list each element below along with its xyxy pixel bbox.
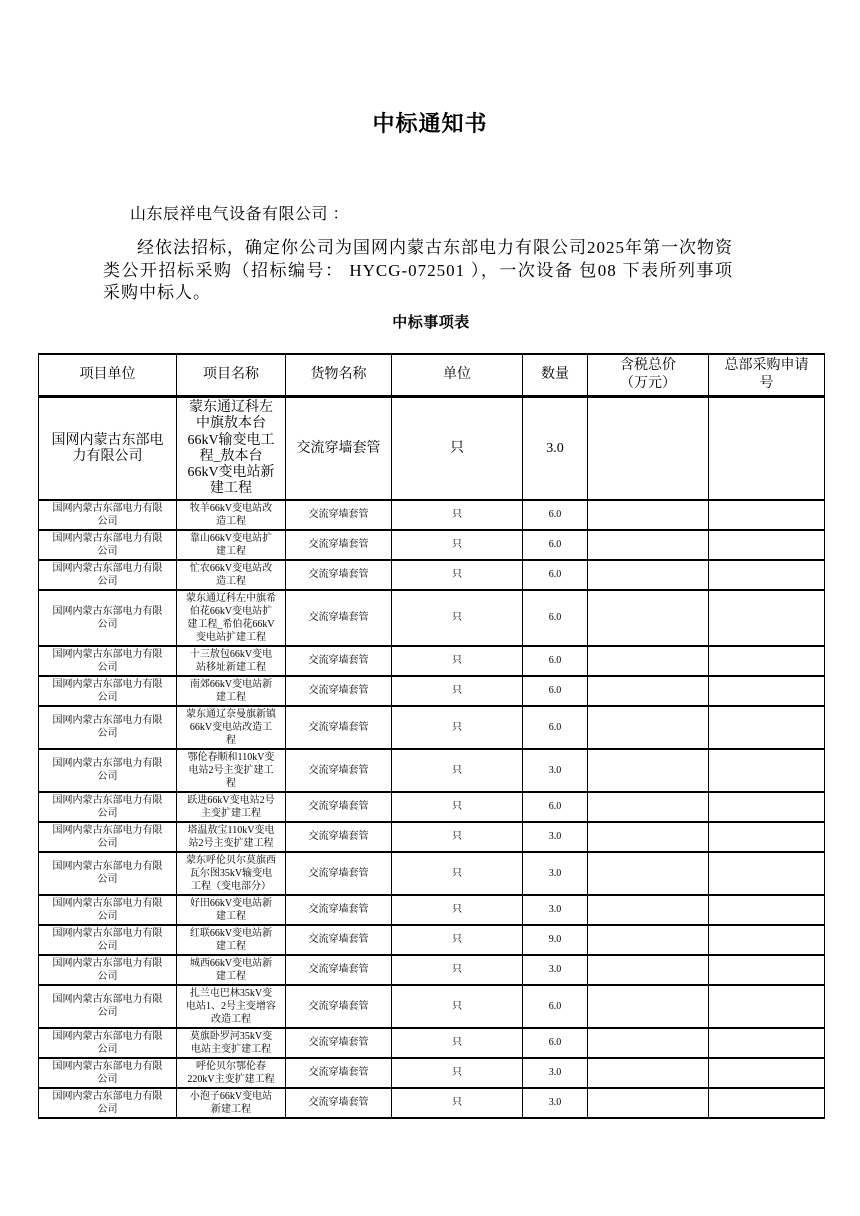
cell-project-name: 小泡子66kV变电站新建工程	[177, 1088, 286, 1118]
table-row	[39, 676, 825, 706]
cell-project-unit: 国网内蒙古东部电力有限公司	[39, 500, 177, 530]
cell-quantity: 3.0	[523, 955, 588, 985]
cell-hq-purchase-request-no	[709, 1058, 825, 1088]
cell-quantity: 3.0	[523, 397, 588, 500]
cell-goods-name: 交流穿墙套管	[286, 590, 392, 646]
table-row	[39, 955, 825, 985]
cell-unit: 只	[392, 676, 523, 706]
cell-hq-purchase-request-no	[709, 955, 825, 985]
cell-hq-purchase-request-no	[709, 1088, 825, 1118]
table-title: 中标事项表	[392, 315, 470, 331]
cell-unit: 只	[392, 1028, 523, 1058]
table-row	[39, 792, 825, 822]
cell-project-name: 好田66kV变电站新建工程	[177, 895, 286, 925]
cell-quantity: 3.0	[523, 1058, 588, 1088]
cell-project-name: 蒙东通辽科左中旗希伯花66kV变电站扩建工程_希伯花66kV变电站扩建工程	[177, 590, 286, 646]
cell-goods-name: 交流穿墙套管	[286, 500, 392, 530]
cell-total-price-with-tax	[588, 1088, 709, 1118]
cell-project-name: 蒙东通辽科左中旗敖本台66kV输变电工程_敖本台66kV变电站新建工程	[177, 397, 286, 500]
cell-hq-purchase-request-no	[709, 1028, 825, 1058]
cell-goods-name: 交流穿墙套管	[286, 1088, 392, 1118]
cell-unit: 只	[392, 646, 523, 676]
cell-quantity: 3.0	[523, 1088, 588, 1118]
cell-hq-purchase-request-no	[709, 500, 825, 530]
cell-hq-purchase-request-no	[709, 646, 825, 676]
column-header: 项目单位	[39, 354, 177, 397]
cell-hq-purchase-request-no	[709, 792, 825, 822]
table-row	[39, 822, 825, 852]
cell-quantity: 6.0	[523, 646, 588, 676]
cell-unit: 只	[392, 500, 523, 530]
cell-quantity: 3.0	[523, 749, 588, 792]
page-title: 中标通知书	[372, 111, 488, 136]
cell-total-price-with-tax	[588, 590, 709, 646]
cell-unit: 只	[392, 749, 523, 792]
table-row	[39, 1088, 825, 1118]
cell-total-price-with-tax	[588, 397, 709, 500]
cell-hq-purchase-request-no	[709, 397, 825, 500]
cell-goods-name: 交流穿墙套管	[286, 749, 392, 792]
column-header: 数量	[523, 354, 588, 397]
cell-goods-name: 交流穿墙套管	[286, 397, 392, 500]
cell-total-price-with-tax	[588, 895, 709, 925]
cell-unit: 只	[392, 1088, 523, 1118]
table-row	[39, 530, 825, 560]
table-row	[39, 749, 825, 792]
table-row	[39, 706, 825, 749]
cell-unit: 只	[392, 530, 523, 560]
cell-goods-name: 交流穿墙套管	[286, 852, 392, 895]
cell-project-unit: 国网内蒙古东部电力有限公司	[39, 706, 177, 749]
cell-project-unit: 国网内蒙古东部电力有限公司	[39, 822, 177, 852]
cell-total-price-with-tax	[588, 955, 709, 985]
table-row	[39, 560, 825, 590]
cell-project-unit: 国网内蒙古东部电力有限公司	[39, 397, 177, 500]
cell-project-unit: 国网内蒙古东部电力有限公司	[39, 925, 177, 955]
cell-quantity: 6.0	[523, 590, 588, 646]
cell-quantity: 6.0	[523, 706, 588, 749]
cell-quantity: 6.0	[523, 792, 588, 822]
column-header: 项目名称	[177, 354, 286, 397]
cell-total-price-with-tax	[588, 530, 709, 560]
table-row	[39, 590, 825, 646]
cell-project-unit: 国网内蒙古东部电力有限公司	[39, 590, 177, 646]
cell-project-unit: 国网内蒙古东部电力有限公司	[39, 1058, 177, 1088]
cell-project-unit: 国网内蒙古东部电力有限公司	[39, 852, 177, 895]
cell-total-price-with-tax	[588, 822, 709, 852]
cell-project-unit: 国网内蒙古东部电力有限公司	[39, 792, 177, 822]
cell-unit: 只	[392, 822, 523, 852]
cell-unit: 只	[392, 1058, 523, 1088]
cell-unit: 只	[392, 895, 523, 925]
cell-project-name: 呼伦贝尔鄂伦春220kV主变扩建工程	[177, 1058, 286, 1088]
table-body	[39, 397, 825, 1118]
cell-goods-name: 交流穿墙套管	[286, 676, 392, 706]
cell-quantity: 9.0	[523, 925, 588, 955]
cell-total-price-with-tax	[588, 1058, 709, 1088]
cell-goods-name: 交流穿墙套管	[286, 895, 392, 925]
table-row	[39, 1058, 825, 1088]
column-header: 单位	[392, 354, 523, 397]
cell-unit: 只	[392, 925, 523, 955]
cell-unit: 只	[392, 985, 523, 1028]
cell-total-price-with-tax	[588, 792, 709, 822]
cell-quantity: 6.0	[523, 530, 588, 560]
cell-quantity: 6.0	[523, 1028, 588, 1058]
cell-quantity: 6.0	[523, 676, 588, 706]
cell-goods-name: 交流穿墙套管	[286, 706, 392, 749]
cell-project-unit: 国网内蒙古东部电力有限公司	[39, 1028, 177, 1058]
cell-total-price-with-tax	[588, 1028, 709, 1058]
cell-project-unit: 国网内蒙古东部电力有限公司	[39, 646, 177, 676]
cell-total-price-with-tax	[588, 985, 709, 1028]
cell-project-unit: 国网内蒙古东部电力有限公司	[39, 560, 177, 590]
cell-quantity: 6.0	[523, 500, 588, 530]
cell-goods-name: 交流穿墙套管	[286, 985, 392, 1028]
cell-goods-name: 交流穿墙套管	[286, 792, 392, 822]
cell-goods-name: 交流穿墙套管	[286, 646, 392, 676]
cell-hq-purchase-request-no	[709, 749, 825, 792]
cell-unit: 只	[392, 706, 523, 749]
table-row	[39, 397, 825, 500]
cell-project-unit: 国网内蒙古东部电力有限公司	[39, 1088, 177, 1118]
cell-total-price-with-tax	[588, 749, 709, 792]
cell-total-price-with-tax	[588, 706, 709, 749]
cell-quantity: 6.0	[523, 560, 588, 590]
cell-project-unit: 国网内蒙古东部电力有限公司	[39, 955, 177, 985]
cell-hq-purchase-request-no	[709, 706, 825, 749]
cell-unit: 只	[392, 792, 523, 822]
cell-project-name: 城西66kV变电站新建工程	[177, 955, 286, 985]
cell-hq-purchase-request-no	[709, 560, 825, 590]
cell-unit: 只	[392, 852, 523, 895]
column-header: 总部采购申请号	[709, 354, 825, 397]
cell-project-name: 莫旗卧罗河35kV变电站主变扩建工程	[177, 1028, 286, 1058]
table-row	[39, 1028, 825, 1058]
table-row	[39, 852, 825, 895]
column-header: 含税总价（万元）	[588, 354, 709, 397]
cell-goods-name: 交流穿墙套管	[286, 822, 392, 852]
cell-unit: 只	[392, 590, 523, 646]
cell-hq-purchase-request-no	[709, 985, 825, 1028]
cell-project-unit: 国网内蒙古东部电力有限公司	[39, 985, 177, 1028]
column-header: 货物名称	[286, 354, 392, 397]
cell-project-name: 忙农66kV变电站改造工程	[177, 560, 286, 590]
table-row	[39, 895, 825, 925]
cell-project-name: 南郊66kV变电站新建工程	[177, 676, 286, 706]
cell-goods-name: 交流穿墙套管	[286, 530, 392, 560]
cell-project-name: 牧羊66kV变电站改造工程	[177, 500, 286, 530]
cell-project-name: 十三敖包66kV变电站移址新建工程	[177, 646, 286, 676]
cell-total-price-with-tax	[588, 925, 709, 955]
cell-total-price-with-tax	[588, 852, 709, 895]
cell-total-price-with-tax	[588, 646, 709, 676]
cell-hq-purchase-request-no	[709, 925, 825, 955]
cell-project-unit: 国网内蒙古东部电力有限公司	[39, 676, 177, 706]
cell-total-price-with-tax	[588, 676, 709, 706]
notice-body-paragraph: 经依法招标，确定你公司为国网内蒙古东部电力有限公司2025年第一次物资类公开招标采购（招标编号： HYCG-072501 ），一次设备 包08 下表所列事项采购中标人。	[103, 238, 733, 302]
cell-project-name: 靠山66kV变电站扩建工程	[177, 530, 286, 560]
cell-quantity: 3.0	[523, 852, 588, 895]
cell-hq-purchase-request-no	[709, 530, 825, 560]
table-row	[39, 925, 825, 955]
table-row	[39, 500, 825, 530]
cell-unit: 只	[392, 560, 523, 590]
cell-total-price-with-tax	[588, 560, 709, 590]
award-items-table	[38, 353, 825, 1119]
cell-goods-name: 交流穿墙套管	[286, 925, 392, 955]
table-row	[39, 985, 825, 1028]
cell-quantity: 6.0	[523, 985, 588, 1028]
cell-project-name: 蒙东通辽奈曼旗新镇66kV变电站改造工程	[177, 706, 286, 749]
cell-goods-name: 交流穿墙套管	[286, 1058, 392, 1088]
recipient-line: 山东辰祥电气设备有限公司 ：	[130, 206, 350, 223]
cell-unit: 只	[392, 397, 523, 500]
cell-goods-name: 交流穿墙套管	[286, 955, 392, 985]
cell-hq-purchase-request-no	[709, 895, 825, 925]
cell-project-unit: 国网内蒙古东部电力有限公司	[39, 895, 177, 925]
cell-quantity: 3.0	[523, 822, 588, 852]
cell-total-price-with-tax	[588, 500, 709, 530]
cell-project-name: 红联66kV变电站新建工程	[177, 925, 286, 955]
cell-goods-name: 交流穿墙套管	[286, 560, 392, 590]
cell-hq-purchase-request-no	[709, 852, 825, 895]
cell-project-name: 塔温敖宝110kV变电站2号主变扩建工程	[177, 822, 286, 852]
cell-unit: 只	[392, 955, 523, 985]
cell-project-name: 鄂伦春顺和110kV变电站2号主变扩建工程	[177, 749, 286, 792]
table-row	[39, 646, 825, 676]
cell-hq-purchase-request-no	[709, 676, 825, 706]
cell-project-name: 扎兰屯巴林35kV变电站1、2号主变增容改造工程	[177, 985, 286, 1028]
table-header-row	[39, 354, 825, 397]
cell-goods-name: 交流穿墙套管	[286, 1028, 392, 1058]
cell-hq-purchase-request-no	[709, 590, 825, 646]
cell-project-unit: 国网内蒙古东部电力有限公司	[39, 749, 177, 792]
cell-project-unit: 国网内蒙古东部电力有限公司	[39, 530, 177, 560]
cell-hq-purchase-request-no	[709, 822, 825, 852]
cell-project-name: 跃进66kV变电站2号主变扩建工程	[177, 792, 286, 822]
cell-quantity: 3.0	[523, 895, 588, 925]
cell-project-name: 蒙东呼伦贝尔莫旗西瓦尔图35kV输变电工程（变电部分）	[177, 852, 286, 895]
